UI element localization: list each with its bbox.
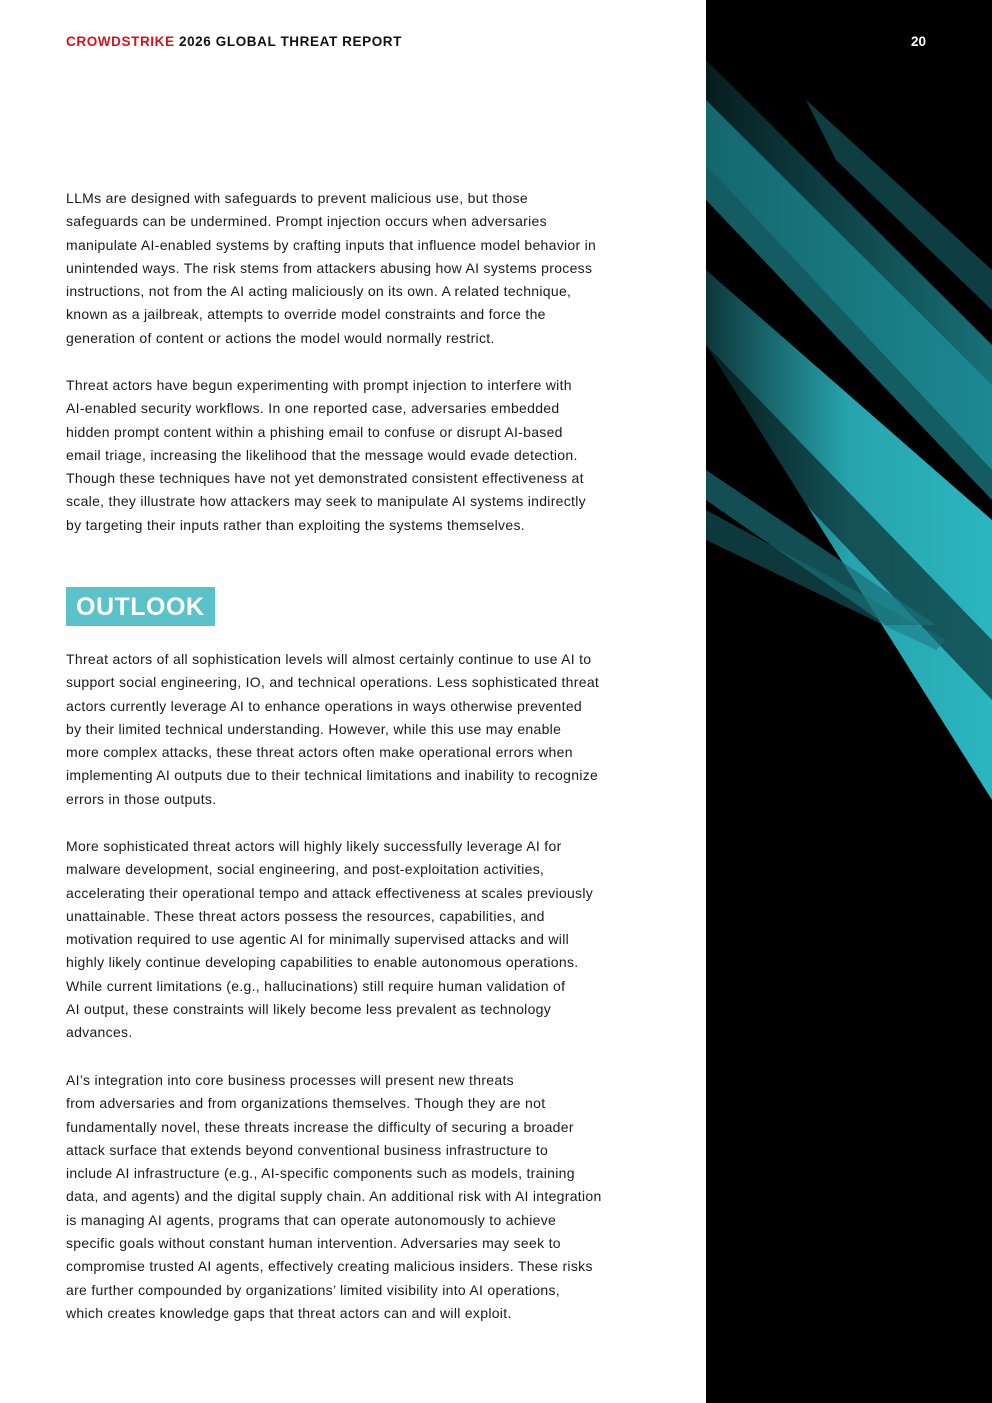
- page-number: 20: [910, 34, 926, 49]
- text-line: errors in those outputs.: [66, 790, 217, 807]
- text-line: highly likely continue developing capabilities to enable autonomous operations.: [66, 954, 579, 971]
- text-line: support social engineering, IO, and technical operations. Less sophisticated threat: [66, 674, 600, 691]
- text-line: accelerating their operational tempo and attack effectiveness at scales previously: [66, 884, 594, 901]
- text-line: malware development, social engineering, and post-exploitation activities,: [66, 861, 545, 878]
- text-line: which creates knowledge gaps that threat actors can and will exploit.: [66, 1304, 512, 1321]
- text-line: from adversaries and from organizations themselves. Though they are not: [66, 1095, 546, 1112]
- text-line: are further compounded by organizations’ limited visibility into AI operations,: [66, 1281, 560, 1298]
- brand-name: CROWDSTRIKE: [66, 34, 175, 49]
- text-line: LLMs are designed with safeguards to prevent malicious use, but those: [66, 190, 528, 206]
- text-line: AI’s integration into core business processes will present new threats: [66, 1072, 514, 1088]
- text-line: include AI infrastructure (e.g., AI-specific components such as models, training: [66, 1165, 575, 1182]
- paragraph-outlook-3: [66, 1069, 666, 1325]
- text-line: is managing AI agents, programs that can operate autonomously to achieve: [66, 1211, 557, 1228]
- text-line: scale, they illustrate how attackers may seek to manipulate AI systems indirectly: [66, 493, 586, 510]
- diagonal-stripes-graphic: [706, 0, 992, 1403]
- section-heading-outlook: OUTLOOK: [66, 587, 215, 626]
- text-line: safeguards can be undermined. Prompt injection occurs when adversaries: [66, 213, 547, 230]
- text-line: compromise trusted AI agents, effectively creating malicious insiders. These risks: [66, 1258, 593, 1275]
- text-line: motivation required to use agentic AI for minimally supervised attacks and will: [66, 931, 570, 948]
- text-line: attack surface that extends beyond conventional business infrastructure to: [66, 1141, 549, 1158]
- text-line: advances.: [66, 1024, 133, 1041]
- text-line: more complex attacks, these threat actors often make operational errors when: [66, 744, 573, 761]
- text-line: hidden prompt content within a phishing email to confuse or disrupt AI-based: [66, 423, 563, 440]
- text-line: known as a jailbreak, attempts to override model constraints and force the: [66, 306, 546, 323]
- text-line: Though these techniques have not yet demonstrated consistent effectiveness at: [66, 470, 584, 487]
- text-line: data, and agents) and the digital supply chain. An additional risk with AI integration: [66, 1188, 602, 1205]
- text-line: More sophisticated threat actors will highly likely successfully leverage AI for: [66, 838, 562, 854]
- text-line: implementing AI outputs due to their technical limitations and inability to recognize: [66, 767, 599, 784]
- text-line: actors currently leverage AI to enhance operations in ways otherwise prevented: [66, 697, 583, 714]
- paragraph-outlook-1: [66, 648, 666, 811]
- text-line: by targeting their inputs rather than exploiting the systems themselves.: [66, 516, 525, 533]
- report-header: [66, 34, 402, 49]
- text-line: email triage, increasing the likelihood that the message would evade detection.: [66, 446, 578, 463]
- paragraph-outlook-2: [66, 835, 666, 1045]
- text-line: fundamentally novel, these threats increase the difficulty of securing a broader: [66, 1118, 574, 1135]
- text-line: Threat actors have begun experimenting with prompt injection to interfere with: [66, 377, 572, 393]
- text-line: generation of content or actions the model would normally restrict.: [66, 329, 495, 346]
- text-line: AI-enabled security workflows. In one reported case, adversaries embedded: [66, 400, 560, 417]
- text-line: instructions, not from the AI acting maliciously on its own. A related technique,: [66, 283, 572, 300]
- text-line: unattainable. These threat actors possess the resources, capabilities, and: [66, 907, 545, 924]
- text-line: specific goals without constant human intervention. Adversaries may seek to: [66, 1235, 561, 1252]
- text-line: AI output, these constraints will likely become less prevalent as technology: [66, 1001, 552, 1018]
- text-line: While current limitations (e.g., hallucinations) still require human validation of: [66, 977, 566, 994]
- text-line: Threat actors of all sophistication levels will almost certainly continue to use AI to: [66, 651, 592, 667]
- text-line: by their limited technical understanding. However, while this use may enable: [66, 720, 562, 737]
- decorative-stripe-panel: [706, 0, 992, 1403]
- text-line: unintended ways. The risk stems from attackers abusing how AI systems process: [66, 259, 593, 276]
- paragraph-experimenting: [66, 374, 666, 537]
- paragraph-prompt-injection: [66, 187, 666, 350]
- text-line: manipulate AI-enabled systems by crafting inputs that influence model behavior in: [66, 236, 597, 253]
- report-title: 2026 GLOBAL THREAT REPORT: [178, 34, 402, 49]
